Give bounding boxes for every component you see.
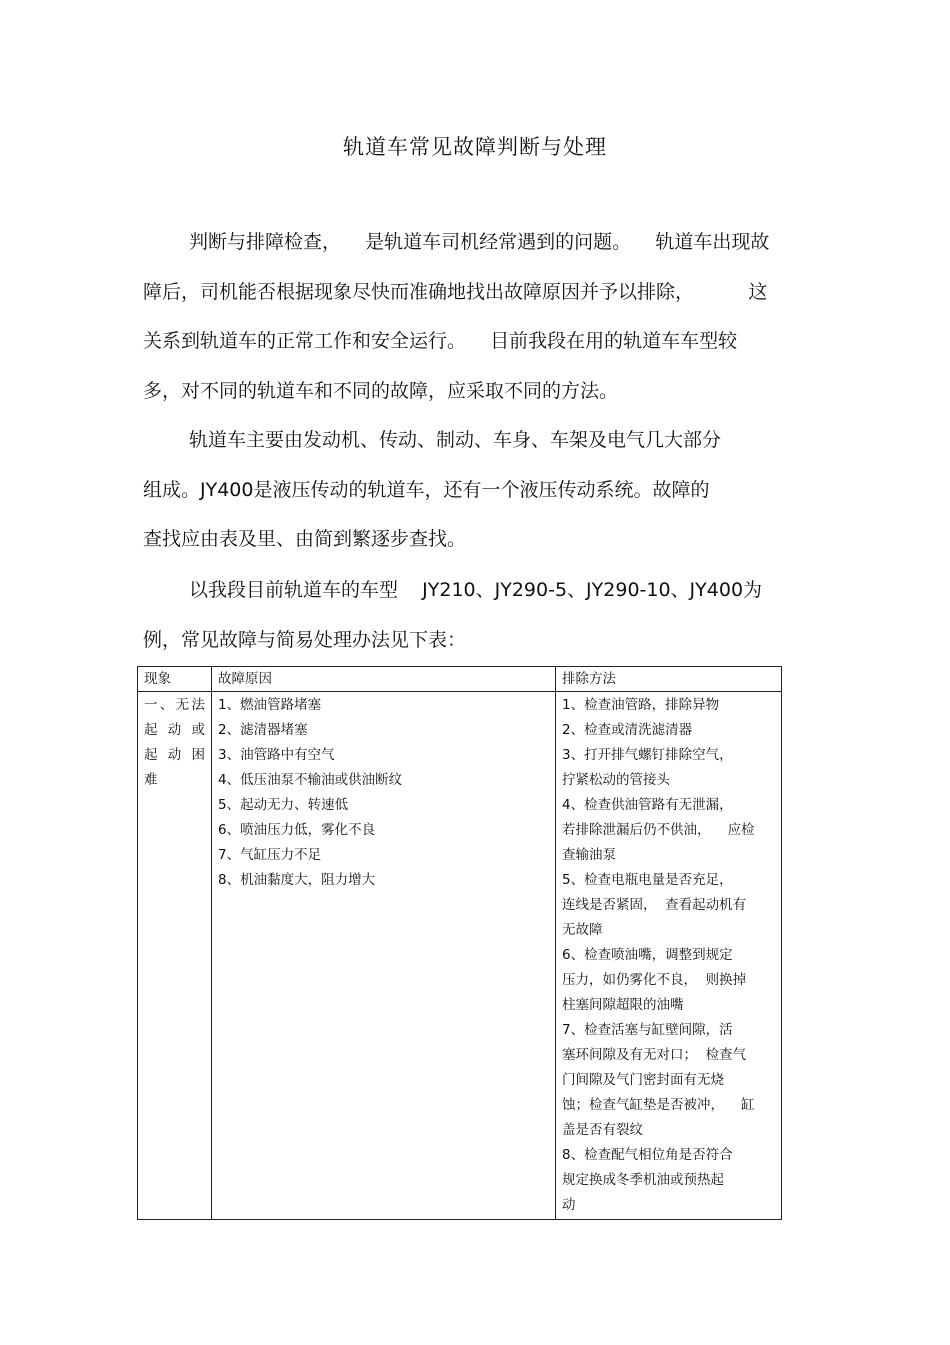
cause-item: 5、起动无力、转速低 [218,797,349,813]
cause-item: 4、低压油泵不输油或供油断纹 [218,772,403,788]
text-line: 多，对不同的轨道车和不同的故障，应采取不同的方法。 [143,379,619,402]
cause-cell [212,692,556,1220]
method-line: 塞环间隙及有无对口； 检查气 [562,1047,747,1063]
cause-item: 6、喷油压力低，雾化不良 [218,822,376,838]
method-line: 8、检查配气相位角是否符合 [562,1147,733,1163]
symptom-line: 难 [144,772,158,788]
table-row [138,692,782,1220]
cause-item: 3、油管路中有空气 [218,747,335,763]
text-line: 组成。JY400是液压传动的轨道车，还有一个液压传动系统。故障的 [143,478,710,501]
method-line: 拧紧松动的管接头 [562,772,670,788]
method-line: 连线是否紧固， 查看起动机有 [562,897,747,913]
method-line: 柱塞间隙超限的油嘴 [562,997,684,1013]
method-line: 1、检查油管路，排除异物 [562,697,720,713]
paragraph-3 [143,575,813,674]
symptom-line: 起动或 [144,722,205,738]
method-line: 若排除泄漏后仍不供油， 应检 [562,822,755,838]
cause-item: 2、滤清器堵塞 [218,722,308,738]
header-method: 排除方法 [556,667,782,692]
text-line: 以我段目前轨道车的车型 JY210、JY290-5、JY290-10、JY400为 [189,579,763,601]
cause-item: 8、机油黏度大，阻力增大 [218,872,376,888]
text-line: 例，常见故障与简易处理办法见下表： [143,628,467,651]
document-title: 轨道车常见故障判断与处理 [343,135,607,159]
method-line: 4、检查供油管路有无泄漏， [562,797,733,813]
text-line: 关系到轨道车的正常工作和安全运行。 目前我段在用的轨道车车型较 [143,330,738,352]
method-line: 盖是否有裂纹 [562,1122,643,1138]
method-line: 无故障 [562,922,603,938]
paragraph-2 [143,425,813,574]
method-line: 压力，如仍雾化不良， 则换掉 [562,972,747,988]
header-symptom: 现象 [138,667,212,692]
method-line: 蚀；检查气缸垫是否被冲， 缸 [562,1097,755,1113]
text-line: 查找应由表及里、由简到繁逐步查找。 [143,528,467,550]
text-line: 判断与排障检查， 是轨道车司机经常遇到的问题。 轨道车出现故 [189,231,770,253]
symptom-line: 一、无法 [144,697,205,713]
text-line: 障后，司机能否根据现象尽快而准确地找出故障原因并予以排除， 这 [143,280,768,303]
paragraph-1 [143,227,813,425]
method-line: 2、检查或清洗滤清器 [562,722,693,738]
cause-item: 1、燃油管路堵塞 [218,697,322,713]
cause-item: 7、气缸压力不足 [218,847,322,863]
header-cause: 故障原因 [212,667,556,692]
method-line: 7、检查活塞与缸壁间隙，活 [562,1022,733,1038]
method-line: 规定换成冬季机油或预热起 [562,1172,724,1188]
symptom-line: 起动困 [144,747,205,763]
method-line: 6、检查喷油嘴，调整到规定 [562,947,733,963]
method-line: 查输油泵 [562,847,616,863]
method-line: 3、打开排气螺钉排除空气， [562,747,733,763]
method-line: 动 [562,1197,576,1213]
table-header-row [138,667,782,692]
symptom-cell [138,692,212,1220]
method-line: 5、检查电瓶电量是否充足， [562,872,733,888]
method-line: 门间隙及气门密封面有无烧 [562,1072,724,1088]
text-line: 轨道车主要由发动机、传动、制动、车身、车架及电气几大部分 [189,429,722,451]
method-cell [556,692,782,1220]
fault-table [137,666,782,1220]
